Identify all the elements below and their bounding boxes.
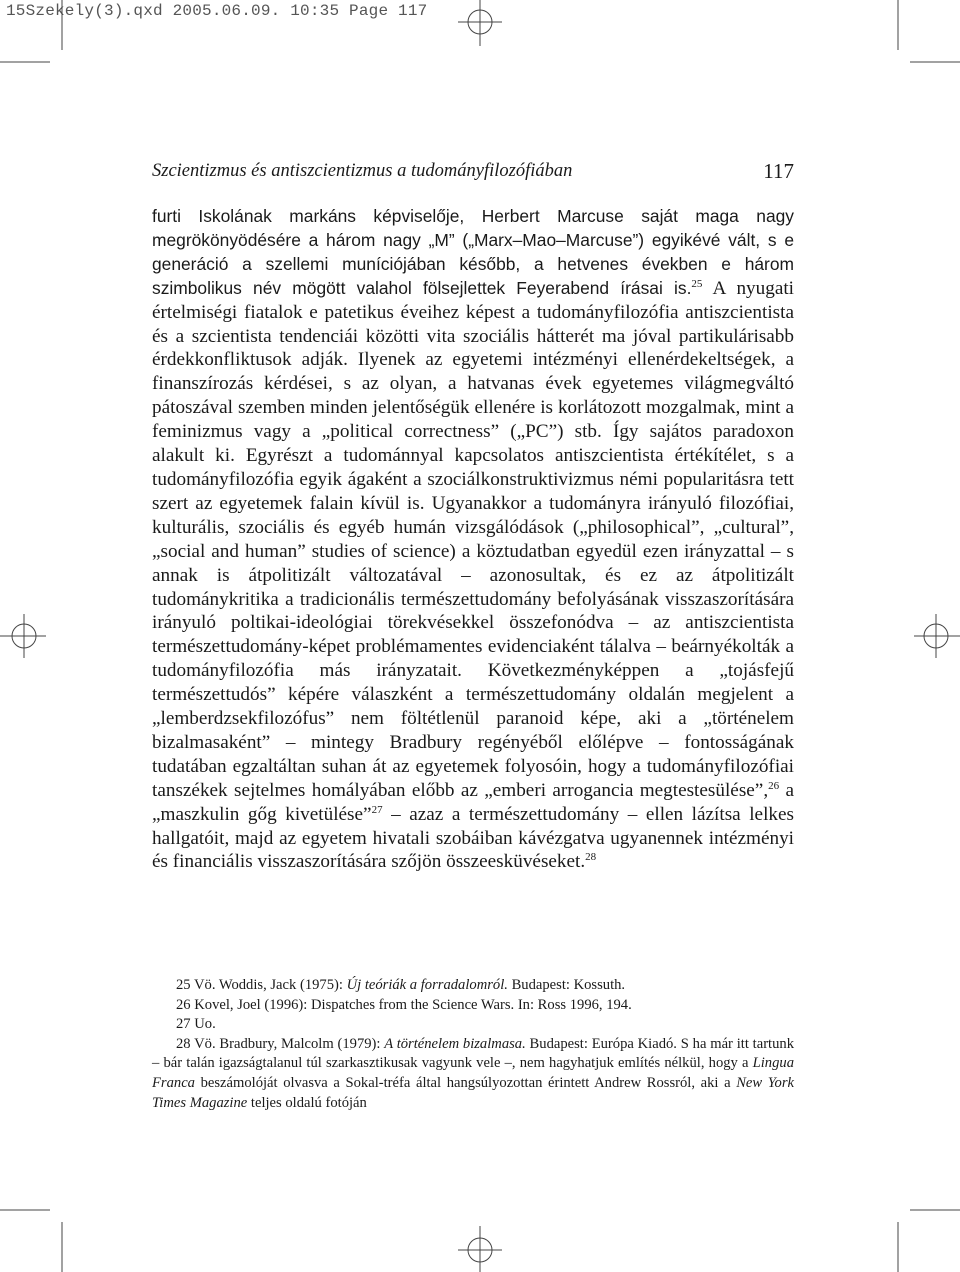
body-text [152,205,794,874]
footnote-25 [176,976,794,996]
footnote-28-lingua-franca: Lingua Franca [152,1055,794,1091]
footnote-25-text: 25 Vö. Woddis, Jack (1975): [176,977,347,993]
footnote-27: 27 Uo. [176,1016,216,1033]
footnote-ref-25: 25 [691,277,703,290]
registration-mark-right-icon [912,612,960,660]
footnote-25-title: Új teóriák a forradalomról. [346,977,508,993]
footnote-ref-26: 26 [768,779,780,792]
footnotes [152,976,795,1113]
footnote-ref-28: 28 [585,851,597,864]
body-text-span-3: – azaz a természettudomány – ellen lázítsa lelkes hallgatóit, majd az egyetem hivatali szobáiban kávézgatva ugyanennek intézményi és financiális visszaszorítására szőjön összeesküvéseket. [152,803,794,873]
footnote-28-text-4: teljes oldalú fotóján [247,1094,367,1111]
registration-mark-top-icon [456,0,504,48]
running-title: Szcientizmus és antiszcientizmus a tudományfilozófiában [152,161,573,181]
body-text-span-2: a „maszkulin gőg kivetülése” [152,779,794,825]
page-number: 117 [763,159,794,183]
sans-text-span: furti Iskolának markáns képviselője, Herbert Marcuse saját maga nagy megrökönyödésére a három nagy „M” („Marx–Mao–Marcuse”) egyikévé vált, s e generáció a szellemi muníciójában később, a hetvenes években e három szimbolikus név mögött valahol fölsejlettek Feyerabend írásai is. [152,206,794,298]
footnote-ref-27: 27 [371,803,383,816]
body-text-span-1: A nyugati értelmiségi fiatalok e patetikus éveihez képest a tudományfilozófia antiszcientista és a szcientista tendenciái közötti vita szociális hátterét ma jóval partikulárisabb érdekkonfliktusok adják. Ilyenek az egyetemi intézményi ellenérdekeltségek, a finanszírozás kérdései, s az olyan, a hatvanas évek egyetemes világmegváltó pátoszával szemben minden jelentőségük ellenére is korlátozott mozgalmak, mint a feminizmus vagy a „political correctness” („PC”) stb. Így sajátos paradoxon alakult ki. Egyrészt a tudománnyal kapcsolatos antiszcientista értékítélet, s a tudományfilozófia egyik ágaként a szociálkonstruktivizmus némi popularitásra tett szert az egyetemek falain kívül is. Ugyanakkor a tudományra irányuló filozófiai, kulturális, szociális és egyéb humán vizsgálódások („philosophical”, „cultural”, „social and human” studies of science) a köztudatban egyedül ezen irányzattal – s annak is átpolitizált változatával – azonosultak, és ez az átpolitizált tudománykritika a tradicionális természettudomány befolyásának visszaszorítására irányuló poltikai-ideológiai törekvésekkel összefonódva – az antiszcientista természettudomány-képet problémamentes evidenciaként tálalva – beárnyékolták a tudományfilozófia más irányzatait. Következményképpen a „tojásfejű természettudós” képére válaszként a természettudomány oldalán megjelent a „lemberdzsekfilozófus” nem föltétlenül paranoid képe, aki a „történelem bizalmasaként” – mintegy Bradbury regényéből előlépve – fontosságának tudatában egzaltáltan suhan át az egyetemek folyosóin, hogy a tudományfilozófiai tanszékek sejtelmes homályában előbb az „emberi arrogancia megtestesülése”, [152,277,795,801]
registration-mark-left-icon [0,612,48,660]
running-header [152,161,794,187]
footnote-28-text-2: Budapest: Európa Kiadó. S ha már itt tartunk – bár talán igazságtalanul túl szarkasztikusak vagyunk vele –, nem hagyhatjuk említés nélkül, hogy a [152,1035,794,1072]
file-slug: 15Szekely(3).qxd 2005.06.09. 10:35 Page 117 [6,2,428,20]
footnote-28-text: 28 Vö. Bradbury, Malcolm (1979): [176,1035,385,1052]
footnote-26: 26 Kovel, Joel (1996): Dispatches from the Science Wars. In: Ross 1996, 194. [176,996,632,1013]
main-paragraph [152,205,794,874]
footnote-25-publisher: Budapest: Kossuth. [507,977,626,993]
footnote-28 [152,1035,794,1113]
registration-mark-bottom-icon [456,1224,504,1272]
footnote-28-title: A történelem bizalmasa. [384,1035,526,1052]
footnote-28-text-3: beszámolóját olvasva a Sokal-tréfa által hangsúlyozottan érintett Andrew Rossról, aki a [194,1074,737,1091]
footnote-28-nyt-magazine: New York Times Magazine [152,1074,795,1111]
